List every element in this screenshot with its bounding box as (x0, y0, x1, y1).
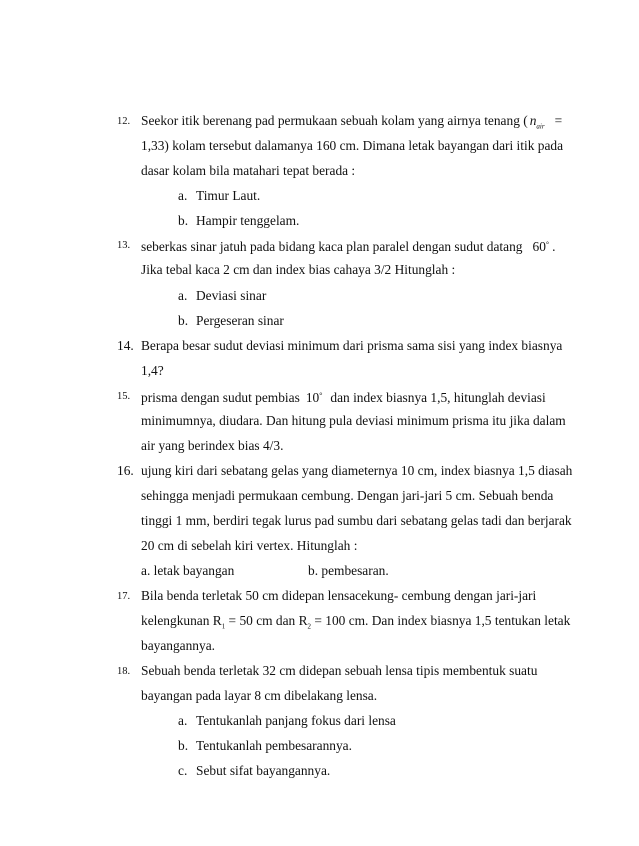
question-number-12: 12. (117, 116, 131, 127)
q16-line-3: tinggi 1 mm, berdiri tegak lurus pad sumbu dari sebatang gelas tadi dan berjarak (141, 513, 572, 528)
q12-option-b-label: b. (178, 213, 189, 228)
q15-line-3: air yang berindex bias 4/3. (141, 438, 284, 453)
question-number-14: 14. (117, 338, 134, 353)
q16-line-1: ujung kiri dari sebatang gelas yang diameternya 10 cm, index biasnya 1,5 diasah (141, 463, 573, 478)
q12-option-a-label: a. (178, 188, 188, 203)
q18-option-c-text: Sebut sifat bayangannya. (196, 763, 331, 778)
q17-line-3: bayangannya. (141, 638, 215, 653)
q17-line-1: Bila benda terletak 50 cm didepan lensacekung- cembung dengan jari-jari (141, 588, 537, 603)
q15-line-2: minimumnya, diudara. Dan hitung pula deviasi minimum prisma itu jika dalam (141, 413, 566, 428)
q12-line-3: dasar kolam bila matahari tepat berada : (141, 163, 356, 178)
q12-option-a-text: Timur Laut. (196, 188, 261, 203)
q18-option-a-text: Tentukanlah panjang fokus dari lensa (196, 713, 396, 728)
q16-option-b: b. pembesaran. (308, 563, 389, 578)
q12-option-b-text: Hampir tenggelam. (196, 213, 300, 228)
q16-line-2: sehingga menjadi permukaan cembung. Dengan jari-jari 5 cm. Sebuah benda (141, 488, 554, 503)
q13-line-2: Jika tebal kaca 2 cm dan index bias cahaya 3/2 Hitunglah : (141, 262, 456, 277)
q18-option-b-text: Tentukanlah pembesarannya. (196, 738, 352, 753)
q13-option-a-text: Deviasi sinar (196, 288, 267, 303)
q16-line-4: 20 cm di sebelah kiri vertex. Hitunglah : (141, 538, 358, 553)
question-number-18: 18. (117, 666, 131, 677)
q13-option-a-label: a. (178, 288, 188, 303)
q15-line-1: prisma dengan sudut pembias 10° dan index biasnya 1,5, hitunglah deviasi (141, 390, 546, 405)
q18-option-a-label: a. (178, 713, 188, 728)
question-number-13: 13. (117, 240, 131, 251)
q17-line-2: kelengkunan $R_1 = 50$ cm dan $R_2 = 100$ cm. Dan index biasnya 1,5 tentukan letak (141, 613, 571, 631)
q13-option-b-label: b. (178, 313, 189, 328)
q12-line-1: Seekor itik berenang pad permukaan sebuah kolam yang airnya tenang ( $n_{air}$ = (141, 113, 563, 131)
q18-line-2: bayangan pada layar 8 cm dibelakang lensa. (141, 688, 378, 703)
question-number-15: 15. (117, 391, 131, 402)
q18-option-c-label: c. (178, 763, 188, 778)
q18-option-b-label: b. (178, 738, 189, 753)
q13-line-1: seberkas sinar jatuh pada bidang kaca plan paralel dengan sudut datang 60° . (141, 239, 556, 254)
question-number-16: 16. (117, 463, 134, 478)
q14-line-1: Berapa besar sudut deviasi minimum dari prisma sama sisi yang index biasnya (141, 338, 563, 353)
question-number-17: 17. (117, 591, 131, 602)
q16-option-a: a. letak bayangan (141, 563, 235, 578)
q18-line-1: Sebuah benda terletak 32 cm didepan sebuah lensa tipis membentuk suatu (141, 663, 538, 678)
q12-line-2: 1,33) kolam tersebut dalamanya 160 cm. Dimana letak bayangan dari itik pada (141, 138, 564, 153)
q13-option-b-text: Pergeseran sinar (196, 313, 284, 328)
q14-line-2: 1,4? (141, 363, 164, 378)
